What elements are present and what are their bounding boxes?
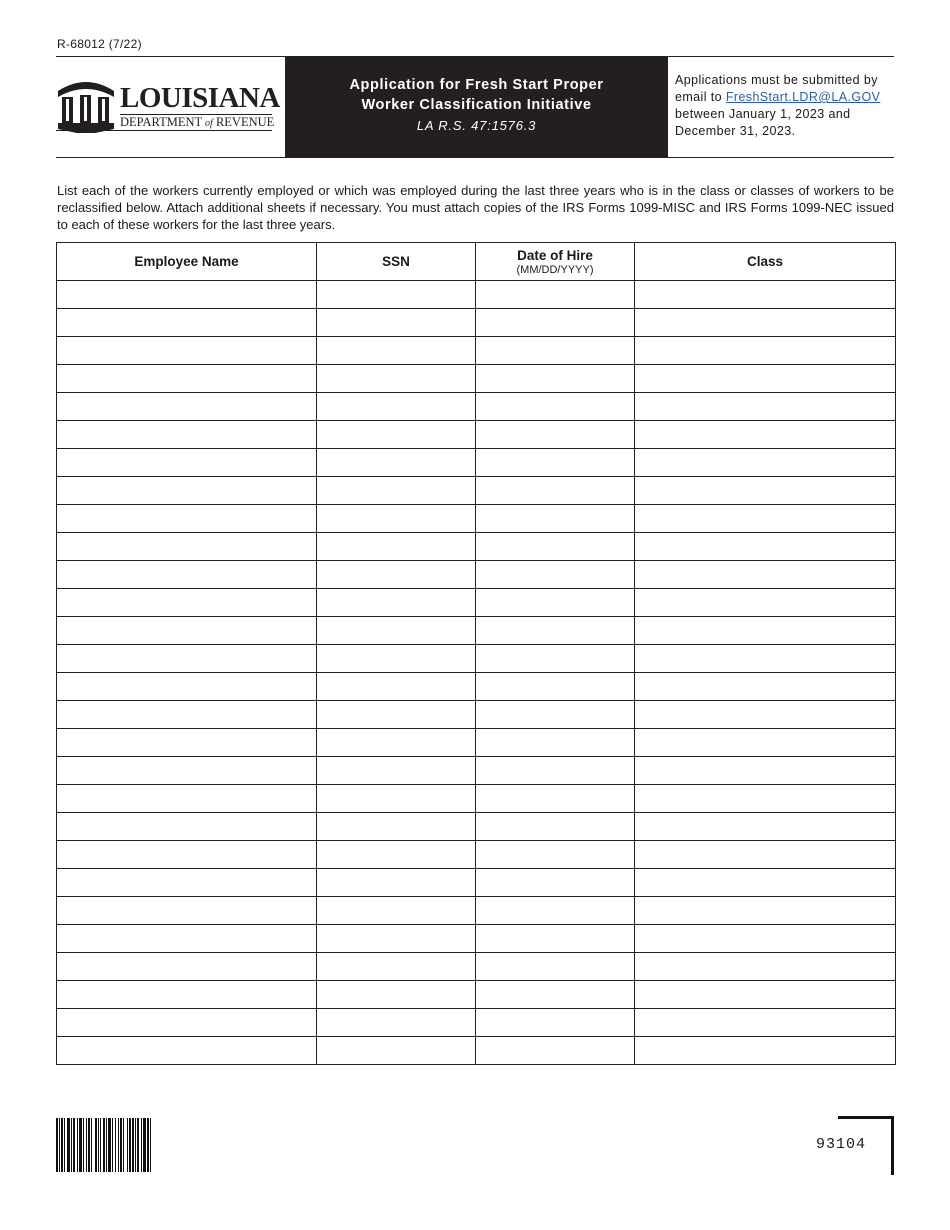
class-cell[interactable]	[635, 281, 896, 309]
employee-name-cell[interactable]	[57, 841, 317, 869]
date-of-hire-cell[interactable]	[476, 813, 635, 841]
logo-dept-prefix: DEPARTMENT	[120, 115, 202, 129]
form-code: 93104	[816, 1136, 867, 1153]
date-of-hire-cell[interactable]	[476, 589, 635, 617]
notice-suffix: between January 1, 2023 and December 31, 2023.	[675, 107, 851, 138]
date-format-hint: (MM/DD/YYYY)	[516, 263, 594, 276]
ssn-cell[interactable]	[317, 561, 476, 589]
ssn-cell[interactable]	[317, 673, 476, 701]
employee-name-cell[interactable]	[57, 701, 317, 729]
date-of-hire-cell[interactable]	[476, 561, 635, 589]
class-cell[interactable]	[635, 533, 896, 561]
class-cell[interactable]	[635, 505, 896, 533]
employee-name-cell[interactable]	[57, 869, 317, 897]
date-of-hire-cell[interactable]	[476, 673, 635, 701]
class-cell[interactable]	[635, 673, 896, 701]
class-cell[interactable]	[635, 309, 896, 337]
form-title-line-1: Application for Fresh Start Proper	[349, 77, 604, 93]
date-of-hire-cell[interactable]	[476, 981, 635, 1009]
ssn-cell[interactable]	[317, 393, 476, 421]
employee-name-cell[interactable]	[57, 309, 317, 337]
employee-name-cell[interactable]	[57, 561, 317, 589]
date-of-hire-cell[interactable]	[476, 869, 635, 897]
employee-name-cell[interactable]	[57, 337, 317, 365]
logo-dept-suffix: REVENUE	[215, 115, 275, 129]
table-row	[57, 281, 896, 309]
table-row	[57, 561, 896, 589]
table-row	[57, 841, 896, 869]
employee-name-cell[interactable]	[57, 1009, 317, 1037]
ssn-cell[interactable]	[317, 421, 476, 449]
date-of-hire-cell[interactable]	[476, 281, 635, 309]
class-cell[interactable]	[635, 757, 896, 785]
date-of-hire-cell[interactable]	[476, 477, 635, 505]
employee-name-cell[interactable]	[57, 953, 317, 981]
employee-name-cell[interactable]	[57, 393, 317, 421]
class-cell[interactable]	[635, 981, 896, 1009]
capitol-columns-icon	[56, 77, 116, 133]
table-row	[57, 925, 896, 953]
employee-name-cell[interactable]	[57, 785, 317, 813]
logo-dept-of: of	[205, 118, 213, 129]
ssn-cell[interactable]	[317, 589, 476, 617]
class-cell[interactable]	[635, 421, 896, 449]
employee-name-cell[interactable]	[57, 449, 317, 477]
date-of-hire-cell[interactable]	[476, 393, 635, 421]
employee-name-cell[interactable]	[57, 757, 317, 785]
table-row	[57, 1009, 896, 1037]
class-cell[interactable]	[635, 785, 896, 813]
form-id: R-68012 (7/22)	[57, 37, 142, 51]
class-cell[interactable]	[635, 925, 896, 953]
date-of-hire-cell[interactable]	[476, 1009, 635, 1037]
column-header-date-of-hire: Date of Hire (MM/DD/YYYY)	[476, 243, 635, 281]
class-cell[interactable]	[635, 1009, 896, 1037]
logo-state-name: LOUISIANA	[120, 82, 280, 114]
employee-name-cell[interactable]	[57, 589, 317, 617]
employee-name-cell[interactable]	[57, 645, 317, 673]
employee-name-cell[interactable]	[57, 365, 317, 393]
table-row	[57, 981, 896, 1009]
employee-name-cell[interactable]	[57, 729, 317, 757]
ssn-cell[interactable]	[317, 365, 476, 393]
department-logo	[56, 77, 280, 137]
table-row	[57, 813, 896, 841]
table-row	[57, 421, 896, 449]
date-of-hire-cell[interactable]	[476, 365, 635, 393]
ssn-cell[interactable]	[317, 309, 476, 337]
class-cell[interactable]	[635, 729, 896, 757]
employee-name-cell[interactable]	[57, 533, 317, 561]
date-of-hire-cell[interactable]	[476, 757, 635, 785]
class-cell[interactable]	[635, 869, 896, 897]
class-cell[interactable]	[635, 841, 896, 869]
column-header-class: Class	[635, 243, 896, 281]
table-row	[57, 589, 896, 617]
table-row	[57, 617, 896, 645]
class-cell[interactable]	[635, 393, 896, 421]
ssn-cell[interactable]	[317, 617, 476, 645]
column-header-ssn: SSN	[317, 243, 476, 281]
ssn-cell[interactable]	[317, 645, 476, 673]
ssn-cell[interactable]	[317, 1009, 476, 1037]
ssn-cell[interactable]	[317, 281, 476, 309]
date-of-hire-cell[interactable]	[476, 645, 635, 673]
date-of-hire-cell[interactable]	[476, 841, 635, 869]
barcode	[56, 1118, 229, 1172]
logo-underline	[56, 130, 272, 131]
date-of-hire-cell[interactable]	[476, 337, 635, 365]
statute-reference: LA R.S. 47:1576.3	[416, 118, 537, 133]
ssn-cell[interactable]	[317, 953, 476, 981]
class-cell[interactable]	[635, 645, 896, 673]
table-row	[57, 729, 896, 757]
ssn-cell[interactable]	[317, 981, 476, 1009]
table-row	[57, 449, 896, 477]
ssn-cell[interactable]	[317, 869, 476, 897]
date-of-hire-cell[interactable]	[476, 617, 635, 645]
date-of-hire-cell[interactable]	[476, 785, 635, 813]
ssn-cell[interactable]	[317, 729, 476, 757]
table-row	[57, 701, 896, 729]
date-of-hire-cell[interactable]	[476, 897, 635, 925]
worker-table	[56, 242, 896, 1065]
ssn-cell[interactable]	[317, 813, 476, 841]
ssn-cell[interactable]	[317, 785, 476, 813]
employee-name-cell[interactable]	[57, 477, 317, 505]
form-title-line-2: Worker Classification Initiative	[361, 97, 592, 113]
table-row	[57, 953, 896, 981]
class-cell[interactable]	[635, 337, 896, 365]
class-cell[interactable]	[635, 897, 896, 925]
table-row	[57, 757, 896, 785]
table-row	[57, 673, 896, 701]
ssn-cell[interactable]	[317, 449, 476, 477]
ssn-cell[interactable]	[317, 841, 476, 869]
employee-name-cell[interactable]	[57, 617, 317, 645]
table-row	[57, 869, 896, 897]
date-of-hire-cell[interactable]	[476, 701, 635, 729]
employee-name-cell[interactable]	[57, 505, 317, 533]
class-cell[interactable]	[635, 449, 896, 477]
submission-notice	[675, 72, 890, 140]
ssn-cell[interactable]	[317, 505, 476, 533]
date-of-hire-cell[interactable]	[476, 729, 635, 757]
date-of-hire-cell[interactable]	[476, 1037, 635, 1065]
employee-name-cell[interactable]	[57, 421, 317, 449]
table-header-row	[57, 243, 896, 281]
form-header	[56, 56, 894, 158]
date-of-hire-cell[interactable]	[476, 449, 635, 477]
employee-name-cell[interactable]	[57, 897, 317, 925]
date-of-hire-cell[interactable]	[476, 505, 635, 533]
ssn-cell[interactable]	[317, 337, 476, 365]
class-cell[interactable]	[635, 953, 896, 981]
form-title-block	[285, 57, 668, 157]
ssn-cell[interactable]	[317, 925, 476, 953]
table-row	[57, 1037, 896, 1065]
class-cell[interactable]	[635, 1037, 896, 1065]
logo-department	[120, 115, 274, 130]
instructions-text: List each of the workers currently employed or which was employed during the last three years who is in the class or classes of workers to be reclassified below. Attach additional sheets if necessary. You must attach copies of the IRS Forms 1099-MISC and IRS Forms 1099-NEC issued to each of these workers for the last three years.	[57, 183, 894, 232]
date-of-hire-cell[interactable]	[476, 309, 635, 337]
class-cell[interactable]	[635, 561, 896, 589]
table-row	[57, 309, 896, 337]
date-of-hire-cell[interactable]	[476, 421, 635, 449]
table-row	[57, 477, 896, 505]
table-row	[57, 337, 896, 365]
class-cell[interactable]	[635, 365, 896, 393]
date-of-hire-cell[interactable]	[476, 925, 635, 953]
column-header-employee-name: Employee Name	[57, 243, 317, 281]
class-cell[interactable]	[635, 617, 896, 645]
table-row	[57, 645, 896, 673]
employee-name-cell[interactable]	[57, 1037, 317, 1065]
table-row	[57, 393, 896, 421]
employee-name-cell[interactable]	[57, 281, 317, 309]
table-row	[57, 897, 896, 925]
ssn-cell[interactable]	[317, 757, 476, 785]
class-cell[interactable]	[635, 813, 896, 841]
employee-name-cell[interactable]	[57, 925, 317, 953]
date-of-hire-cell[interactable]	[476, 953, 635, 981]
table-row	[57, 365, 896, 393]
date-of-hire-cell[interactable]	[476, 533, 635, 561]
table-row	[57, 505, 896, 533]
ssn-cell[interactable]	[317, 1037, 476, 1065]
employee-name-cell[interactable]	[57, 673, 317, 701]
employee-name-cell[interactable]	[57, 813, 317, 841]
ssn-cell[interactable]	[317, 897, 476, 925]
class-cell[interactable]	[635, 701, 896, 729]
table-row	[57, 785, 896, 813]
class-cell[interactable]	[635, 477, 896, 505]
notice-prefix: Applications must be submitted by email to	[675, 73, 878, 104]
ssn-cell[interactable]	[317, 477, 476, 505]
table-row	[57, 533, 896, 561]
employee-name-cell[interactable]	[57, 981, 317, 1009]
ssn-cell[interactable]	[317, 701, 476, 729]
class-cell[interactable]	[635, 589, 896, 617]
submission-email-link[interactable]: FreshStart.LDR@LA.GOV	[725, 90, 881, 104]
ssn-cell[interactable]	[317, 533, 476, 561]
